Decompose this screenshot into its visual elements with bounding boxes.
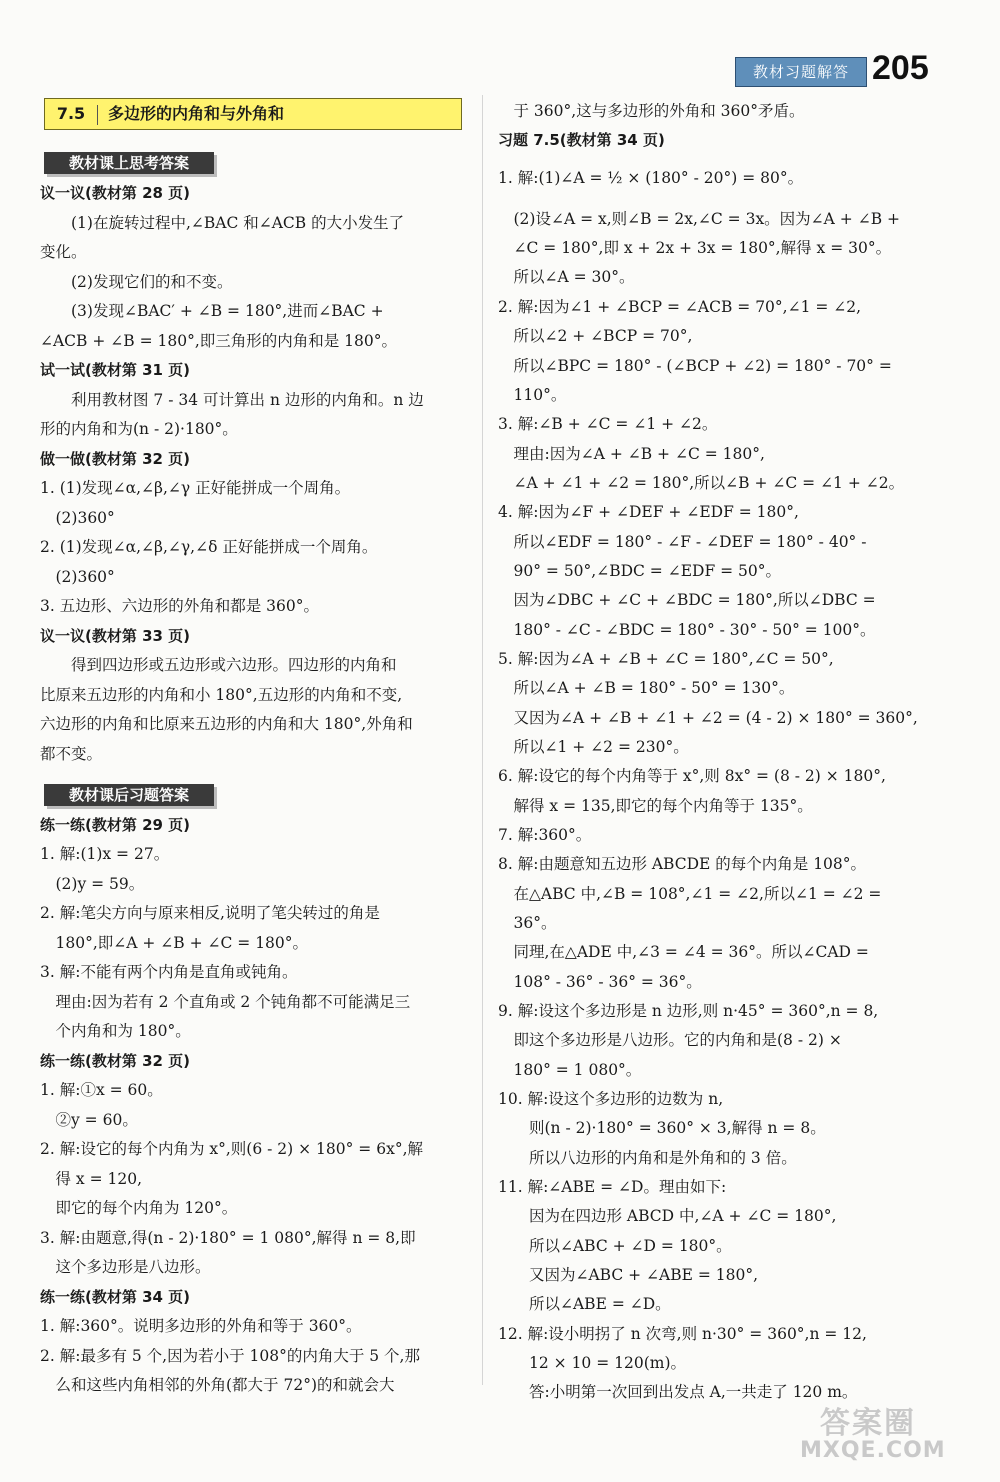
- text-line: 么和这些内角相邻的外角(都大于 72°)的和就会大: [40, 1376, 395, 1394]
- text-line: 又因为∠A + ∠B + ∠1 + ∠2 = (4 - 2) × 180° = 360°,: [498, 709, 918, 727]
- text-line: 12. 解:设小明拐了 n 次弯,则 n·30° = 360°,n = 12,: [498, 1325, 867, 1343]
- subheading: 试一试(教材第 31 页): [40, 361, 191, 379]
- text-line: 所以∠EDF = 180° - ∠F - ∠DEF = 180° - 40° -: [498, 533, 867, 551]
- text-line: 个内角和为 180°。: [40, 1022, 191, 1040]
- text-line: 理由:因为∠A + ∠B + ∠C = 180°,: [498, 445, 765, 463]
- label-think-answers: 教材课上思考答案: [44, 152, 214, 174]
- text-line: 即它的每个内角为 120°。: [40, 1199, 238, 1217]
- text-line: 在△ABC 中,∠B = 108°,∠1 = ∠2,所以∠1 = ∠2 =: [498, 885, 882, 903]
- text-line: 1. 解:(1)∠A = ½ × (180° - 20°) = 80°。: [498, 169, 804, 187]
- text-line: 1. 解:①x = 60。: [40, 1081, 163, 1099]
- text-line: (3)发现∠BAC′ + ∠B = 180°,进而∠BAC +: [40, 302, 384, 320]
- text-line: 六边形的内角和比原来五边形的内角和大 180°,外角和: [40, 715, 413, 733]
- text-line: 形的内角和为(n - 2)·180°。: [40, 420, 238, 438]
- text-line: 36°。: [498, 914, 557, 932]
- text-line: 6. 解:设它的每个内角等于 x°,则 8x° = (8 - 2) × 180°,: [498, 767, 886, 785]
- page-number: 205: [872, 49, 929, 87]
- text-line: 理由:因为若有 2 个直角或 2 个钝角都不可能满足三: [40, 993, 411, 1011]
- text-line: (2)360°: [40, 509, 115, 527]
- text-line: 比原来五边形的内角和小 180°,五边形的内角和不变,: [40, 686, 403, 704]
- section-divider: [97, 105, 98, 125]
- text-line: (2)设∠A = x,则∠B = 2x,∠C = 3x。因为∠A + ∠B +: [498, 210, 901, 228]
- text-line: ②y = 60。: [40, 1111, 138, 1129]
- text-line: 3. 解:由题意,得(n - 2)·180° = 1 080°,解得 n = 8,即: [40, 1229, 416, 1247]
- text-line: 3. 五边形、六边形的外角和都是 360°。: [40, 597, 319, 615]
- text-line: 所以∠A = 30°。: [498, 268, 635, 286]
- text-line: (1)在旋转过程中,∠BAC 和∠ACB 的大小发生了: [40, 214, 405, 232]
- text-line: 180° = 1 080°。: [498, 1061, 642, 1079]
- section-number: 7.5: [56, 104, 86, 123]
- text-line: (2)360°: [40, 568, 115, 586]
- text-line: ∠A + ∠1 + ∠2 = 180°,所以∠B + ∠C = ∠1 + ∠2。: [498, 474, 905, 492]
- watermark-logo: [800, 1398, 980, 1468]
- section-title: [44, 98, 462, 130]
- text-line: 则(n - 2)·180° = 360° × 3,解得 n = 8。: [498, 1119, 826, 1137]
- text-line: 于 360°,这与多边形的外角和 360°矛盾。: [498, 102, 805, 120]
- subheading: 练一练(教材第 32 页): [40, 1052, 191, 1070]
- subheading: 练一练(教材第 34 页): [40, 1288, 191, 1306]
- text-line: 2. 解:设它的每个内角为 x°,则(6 - 2) × 180° = 6x°,解: [40, 1140, 423, 1158]
- text-line: 所以∠2 + ∠BCP = 70°,: [498, 327, 693, 345]
- text-line: 9. 解:设这个多边形是 n 边形,则 n·45° = 360°,n = 8,: [498, 1002, 879, 1020]
- text-line: 12 × 10 = 120(m)。: [498, 1354, 687, 1372]
- text-line: 8. 解:由题意知五边形 ABCDE 的每个内角是 108°。: [498, 855, 867, 873]
- text-line: 所以八边形的内角和是外角和的 3 倍。: [498, 1149, 797, 1167]
- subheading: 习题 7.5(教材第 34 页): [498, 131, 665, 149]
- text-line: 这个多边形是八边形。: [40, 1258, 211, 1276]
- text-line: ∠ACB + ∠B = 180°,即三角形的内角和是 180°。: [40, 332, 398, 350]
- text-line: ∠C = 180°,即 x + 2x + 3x = 180°,解得 x = 30°。: [498, 239, 892, 257]
- subheading: 议一议(教材第 28 页): [40, 184, 191, 202]
- text-line: 即这个多边形是八边形。它的内角和是(8 - 2) ×: [498, 1031, 842, 1049]
- text-line: 答:小明第一次回到出发点 A,一共走了 120 m。: [498, 1383, 858, 1401]
- text-line: 3. 解:不能有两个内角是直角或钝角。: [40, 963, 298, 981]
- text-line: 得 x = 120,: [40, 1170, 143, 1188]
- text-line: (2)发现它们的和不变。: [40, 273, 233, 291]
- section-heading: 多边形的内角和与外角和: [108, 104, 285, 123]
- label-exercise-answers: 教材课后习题答案: [44, 784, 214, 806]
- text-line: 1. 解:360°。说明多边形的外角和等于 360°。: [40, 1317, 362, 1335]
- subheading: 做一做(教材第 32 页): [40, 450, 191, 468]
- text-line: 都不变。: [40, 745, 103, 763]
- text-line: 因为在四边形 ABCD 中,∠A + ∠C = 180°,: [498, 1207, 837, 1225]
- text-line: 90° = 50°,∠BDC = ∠EDF = 50°。: [498, 562, 782, 580]
- text-line: 变化。: [40, 243, 87, 261]
- text-line: 2. 解:最多有 5 个,因为若小于 108°的内角大于 5 个,那: [40, 1347, 420, 1365]
- text-line: 所以∠A + ∠B = 180° - 50° = 130°。: [498, 679, 795, 697]
- text-line: 7. 解:360°。: [498, 826, 592, 844]
- text-line: 110°。: [498, 386, 567, 404]
- text-line: 因为∠DBC + ∠C + ∠BDC = 180°,所以∠DBC =: [498, 591, 876, 609]
- text-line: 5. 解:因为∠A + ∠B + ∠C = 180°,∠C = 50°,: [498, 650, 834, 668]
- text-line: 所以∠ABE = ∠D。: [498, 1295, 671, 1313]
- text-line: 解得 x = 135,即它的每个内角等于 135°。: [498, 797, 813, 815]
- text-line: 所以∠BPC = 180° - (∠BCP + ∠2) = 180° - 70° =: [498, 357, 892, 375]
- text-line: 所以∠ABC + ∠D = 180°。: [498, 1237, 732, 1255]
- text-line: 2. 解:笔尖方向与原来相反,说明了笔尖转过的角是: [40, 904, 380, 922]
- text-line: 4. 解:因为∠F + ∠DEF + ∠EDF = 180°,: [498, 503, 799, 521]
- text-line: 3. 解:∠B + ∠C = ∠1 + ∠2。: [498, 415, 718, 433]
- text-line: 2. (1)发现∠α,∠β,∠γ,∠δ 正好能拼成一个周角。: [40, 538, 378, 556]
- subheading: 议一议(教材第 33 页): [40, 627, 191, 645]
- text-line: 10. 解:设这个多边形的边数为 n,: [498, 1090, 724, 1108]
- text-line: 得到四边形或五边形或六边形。四边形的内角和: [40, 656, 397, 674]
- header-badge: 教材习题解答: [735, 57, 867, 87]
- text-line: 1. (1)发现∠α,∠β,∠γ 正好能拼成一个周角。: [40, 479, 351, 497]
- text-line: 2. 解:因为∠1 + ∠BCP = ∠ACB = 70°,∠1 = ∠2,: [498, 298, 862, 316]
- text-line: 又因为∠ABC + ∠ABE = 180°,: [498, 1266, 759, 1284]
- text-line: 同理,在△ADE 中,∠3 = ∠4 = 36°。所以∠CAD =: [498, 943, 869, 961]
- text-line: 所以∠1 + ∠2 = 230°。: [498, 738, 689, 756]
- text-line: (2)y = 59。: [40, 875, 145, 893]
- text-line: 108° - 36° - 36° = 36°。: [498, 973, 702, 991]
- watermark-bottom: MXQE.COM: [800, 1438, 946, 1463]
- subheading: 练一练(教材第 29 页): [40, 816, 191, 834]
- text-line: 11. 解:∠ABE = ∠D。理由如下:: [498, 1178, 727, 1196]
- watermark-top: 答案圈: [820, 1406, 916, 1441]
- text-line: 1. 解:(1)x = 27。: [40, 845, 170, 863]
- text-line: 180°,即∠A + ∠B + ∠C = 180°。: [40, 934, 309, 952]
- text-line: 利用教材图 7 - 34 可计算出 n 边形的内角和。n 边: [40, 391, 424, 409]
- column-divider: [482, 95, 483, 1385]
- text-line: 180° - ∠C - ∠BDC = 180° - 30° - 50° = 100°。: [498, 621, 876, 639]
